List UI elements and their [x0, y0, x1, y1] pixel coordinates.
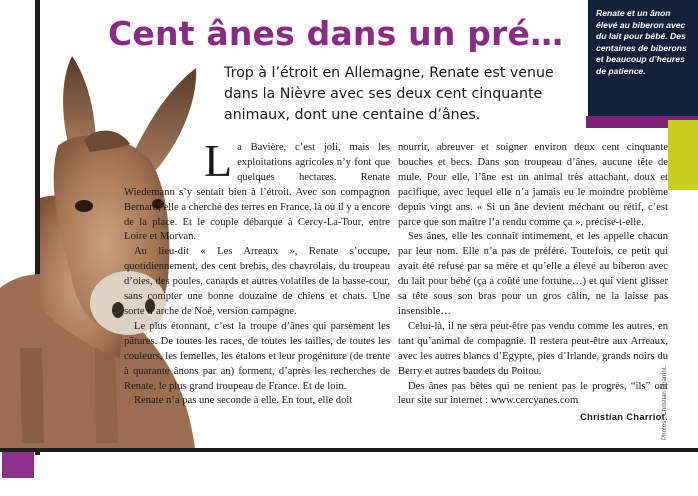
- article-column-1: [124, 135, 390, 409]
- paragraph: Ses ânes, elle les connaît intimement, et les appelle chacun par leur nom. Elle n’a pas de préféré. Toutefois, ce petit qui avait été refusé par sa mère et qu’elle a élevé au biberon avec du lait pour bébé (ça a coûté une fortune…) et qui vient glisser sa tête sous son bras pour un gros câlin, ne la laisse pas insensible…: [398, 231, 668, 317]
- purple-accent-block: [2, 452, 34, 478]
- article-title: Cent ânes dans un pré…: [108, 14, 564, 53]
- article-lede: Trop à l’étroit en Allemagne, Renate est venue dans la Nièvre avec ses deux cent cinquante animaux, dont une centaine d’ânes.: [224, 65, 554, 123]
- photo-credit: Photos : Christian Charriot.: [661, 365, 668, 440]
- paragraph: nourrir, abreuver et soigner environ deux cent cinquante bouches et becs. Dans son troupeau d’ânes, aucune tête de mule. Pour elle, l’âne est un animal très attachant, doux et pacifique, avec lequel elle n’a jamais eu le moindre problème depuis vingt ans. « Si un âne devient méchant ou rétif, c’est parce que son maître l’a rendu comme ça », précise-t-elle.: [398, 142, 668, 228]
- paragraph: Le plus étonnant, c’est la troupe d’ânes qui parsèment les pâtures. De toutes les races, de toutes les tailles, de toutes les couleurs, les femelles, les étalons et leur progéniture (de trente à quarante ânons par an) forment, d’après les recherches de Renate, le plus grand troupeau de France. Et de loin.: [124, 320, 390, 392]
- paragraph: Des ânes pas bêtes qui ne renient pas le progrès, “ils” ont leur site sur internet : www.cercyanes.com: [398, 380, 668, 407]
- bottom-frame-rule: [0, 448, 698, 452]
- article-column-2: [398, 141, 668, 425]
- author-signature: Christian Charriot.: [579, 411, 668, 423]
- photo-caption: Renate et un ânon élevé au biberon avec du lait pour bébé. Des centaines de biberons et beaucoup d’heures de patience.: [596, 8, 687, 76]
- paragraph: Au lieu-dit « Les Arreaux », Renate s’occupe, quotidiennement, des cent brebis, des chavrolais, du troupeau d’oies, des poules, canards et autres volatiles de la basse-cour, sans compter une bonne douzaine de chiens et chats. Une sorte d’arche de Noé, version campagne.: [124, 246, 390, 317]
- paragraph: Celui-là, il ne sera peut-être pas vendu comme les autres, en tant qu’animal de compagnie. Il restera peut-être aux Arreaux, avec les autres blancs d’Egypte, pies d’Irlande, grands noirs du Berry et autres baudets du Poitou.: [398, 320, 668, 377]
- lime-accent-block: [668, 120, 698, 190]
- paragraph: Renate n’a pas une seconde à elle. En tout, elle doit: [134, 395, 353, 407]
- photo-caption-box: [588, 0, 698, 116]
- paragraph: La Bavière, c’est joli, mais les exploitations agricoles n’y font que quelques hectares. Renate Wiedemann s’y sentait bien à l’étroit. Avec son compagnon Bernard, elle a cherché des terres en France, là où il y a encore de la place. Et le couple débarque à Cercy-La-Tour, entre Loire et Morvan.: [124, 135, 390, 243]
- drop-cap: L: [204, 135, 233, 186]
